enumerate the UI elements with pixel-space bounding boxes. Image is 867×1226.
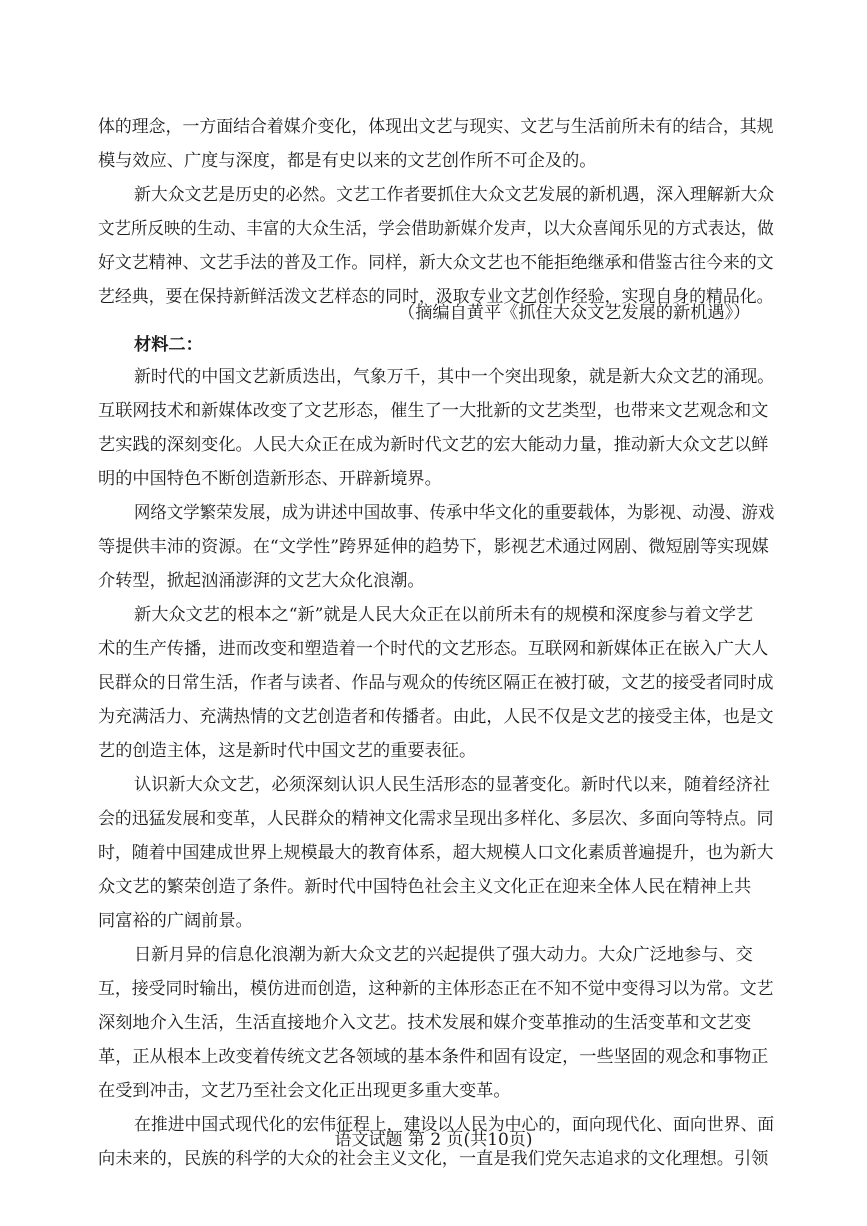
text-line: 体的理念，一方面结合着媒介变化，体现出文艺与现实、文艺与生活前所未有的结合，其规 — [98, 117, 774, 137]
text-line: 革，正从根本上改变着传统文艺各领域的基本条件和固有设定，一些坚固的观念和事物正 — [98, 1047, 769, 1067]
section-heading: 材料二： — [134, 335, 203, 355]
text-line: 明的中国特色不断创造新形态、开辟新境界。 — [98, 469, 442, 489]
text-line: 互联网技术和新媒体改变了文艺形态，催生了一大批新的文艺类型，也带来文艺观念和文 — [98, 401, 769, 421]
text-line: 术的生产传播，进而改变和塑造着一个时代的文艺形态。互联网和新媒体正在嵌入广大人 — [98, 639, 769, 659]
paragraph-start: 网络文学繁荣发展，成为讲述中国故事、传承中华文化的重要载体，为影视、动漫、游戏 — [134, 503, 775, 523]
source-citation: （摘编自黄平《抓住大众文艺发展的新机遇》） — [398, 303, 751, 323]
text-line: 艺实践的深刻变化。人民大众正在成为新时代文艺的宏大能动力量，推动新大众文艺以鲜 — [98, 435, 769, 455]
text-line: 等提供丰沛的资源。在“文学性”跨界延伸的趋势下，影视艺术通过网剧、微短剧等实现媒 — [98, 537, 769, 557]
paragraph-start: 新大众文艺是历史的必然。文艺工作者要抓住大众文艺发展的新机遇，深入理解新大众 — [134, 185, 775, 205]
page-footer: 语文试题 第 2 页(共10页) — [334, 1130, 533, 1150]
paragraph-start: 在推进中国式现代化的宏伟征程上，建设以人民为中心的，面向现代化、面向世界、面 — [134, 1115, 775, 1135]
text-line: 时，随着中国建成世界上规模最大的教育体系，超大规模人口文化素质普遍提升，也为新大 — [98, 843, 774, 863]
text-line: 民群众的日常生活，作者与读者、作品与观众的传统区隔正在被打破，文艺的接受者同时成 — [98, 673, 774, 693]
text-line: 艺的创造主体，这是新时代中国文艺的重要表征。 — [98, 741, 477, 761]
text-line: 同富裕的广阔前景。 — [98, 911, 253, 931]
text-line: 艺经典，要在保持新鲜活泼文艺样态的同时，汲取专业文艺创作经验，实现自身的精品化。 — [98, 287, 774, 307]
paragraph-start: 日新月异的信息化浪潮为新大众文艺的兴起提供了强大动力。大众广泛地参与、交 — [134, 945, 753, 965]
paragraph-start: 认识新大众文艺，必须深刻认识人民生活形态的显著变化。新时代以来，随着经济社 — [134, 775, 770, 795]
paragraph-start: 新大众文艺的根本之“新”就是人民大众正在以前所未有的规模和深度参与着文学艺 — [134, 605, 754, 625]
text-line: 会的迅猛发展和变革，人民群众的精神文化需求呈现出多样化、多层次、多面向等特点。同 — [98, 809, 774, 829]
text-line: 介转型，掀起汹涌澎湃的文艺大众化浪潮。 — [98, 571, 425, 591]
text-line: 众文艺的繁荣创造了条件。新时代中国特色社会主义文化正在迎来全体人民在精神上共 — [98, 877, 752, 897]
text-line: 向未来的，民族的科学的大众的社会主义文化，一直是我们党矢志追求的文化理想。引领 — [98, 1149, 769, 1169]
text-line: 深刻地介入生活，生活直接地介入文艺。技术发展和媒介变革推动的生活变革和文艺变 — [98, 1013, 752, 1033]
text-line: 文艺所反映的生动、丰富的大众生活，学会借助新媒介发声，以大众喜闻乐见的方式表达，做 — [98, 219, 774, 239]
text-line: 好文艺精神、文艺手法的普及工作。同样，新大众文艺也不能拒绝继承和借鉴古往今来的文 — [98, 253, 774, 273]
text-line: 为充满活力、充满热情的文艺创造者和传播者。由此，人民不仅是文艺的接受主体，也是文 — [98, 707, 774, 727]
text-line: 在受到冲击，文艺乃至社会文化正出现更多重大变革。 — [98, 1081, 511, 1101]
paragraph-start: 新时代的中国文艺新质迭出，气象万千，其中一个突出现象，就是新大众文艺的涌现。 — [134, 367, 775, 387]
text-line: 互，接受同时输出，模仿进而创造，这种新的主体形态正在不知不觉中变得习以为常。文艺 — [98, 979, 774, 999]
text-line: 模与效应、广度与深度，都是有史以来的文艺创作所不可企及的。 — [98, 151, 597, 171]
